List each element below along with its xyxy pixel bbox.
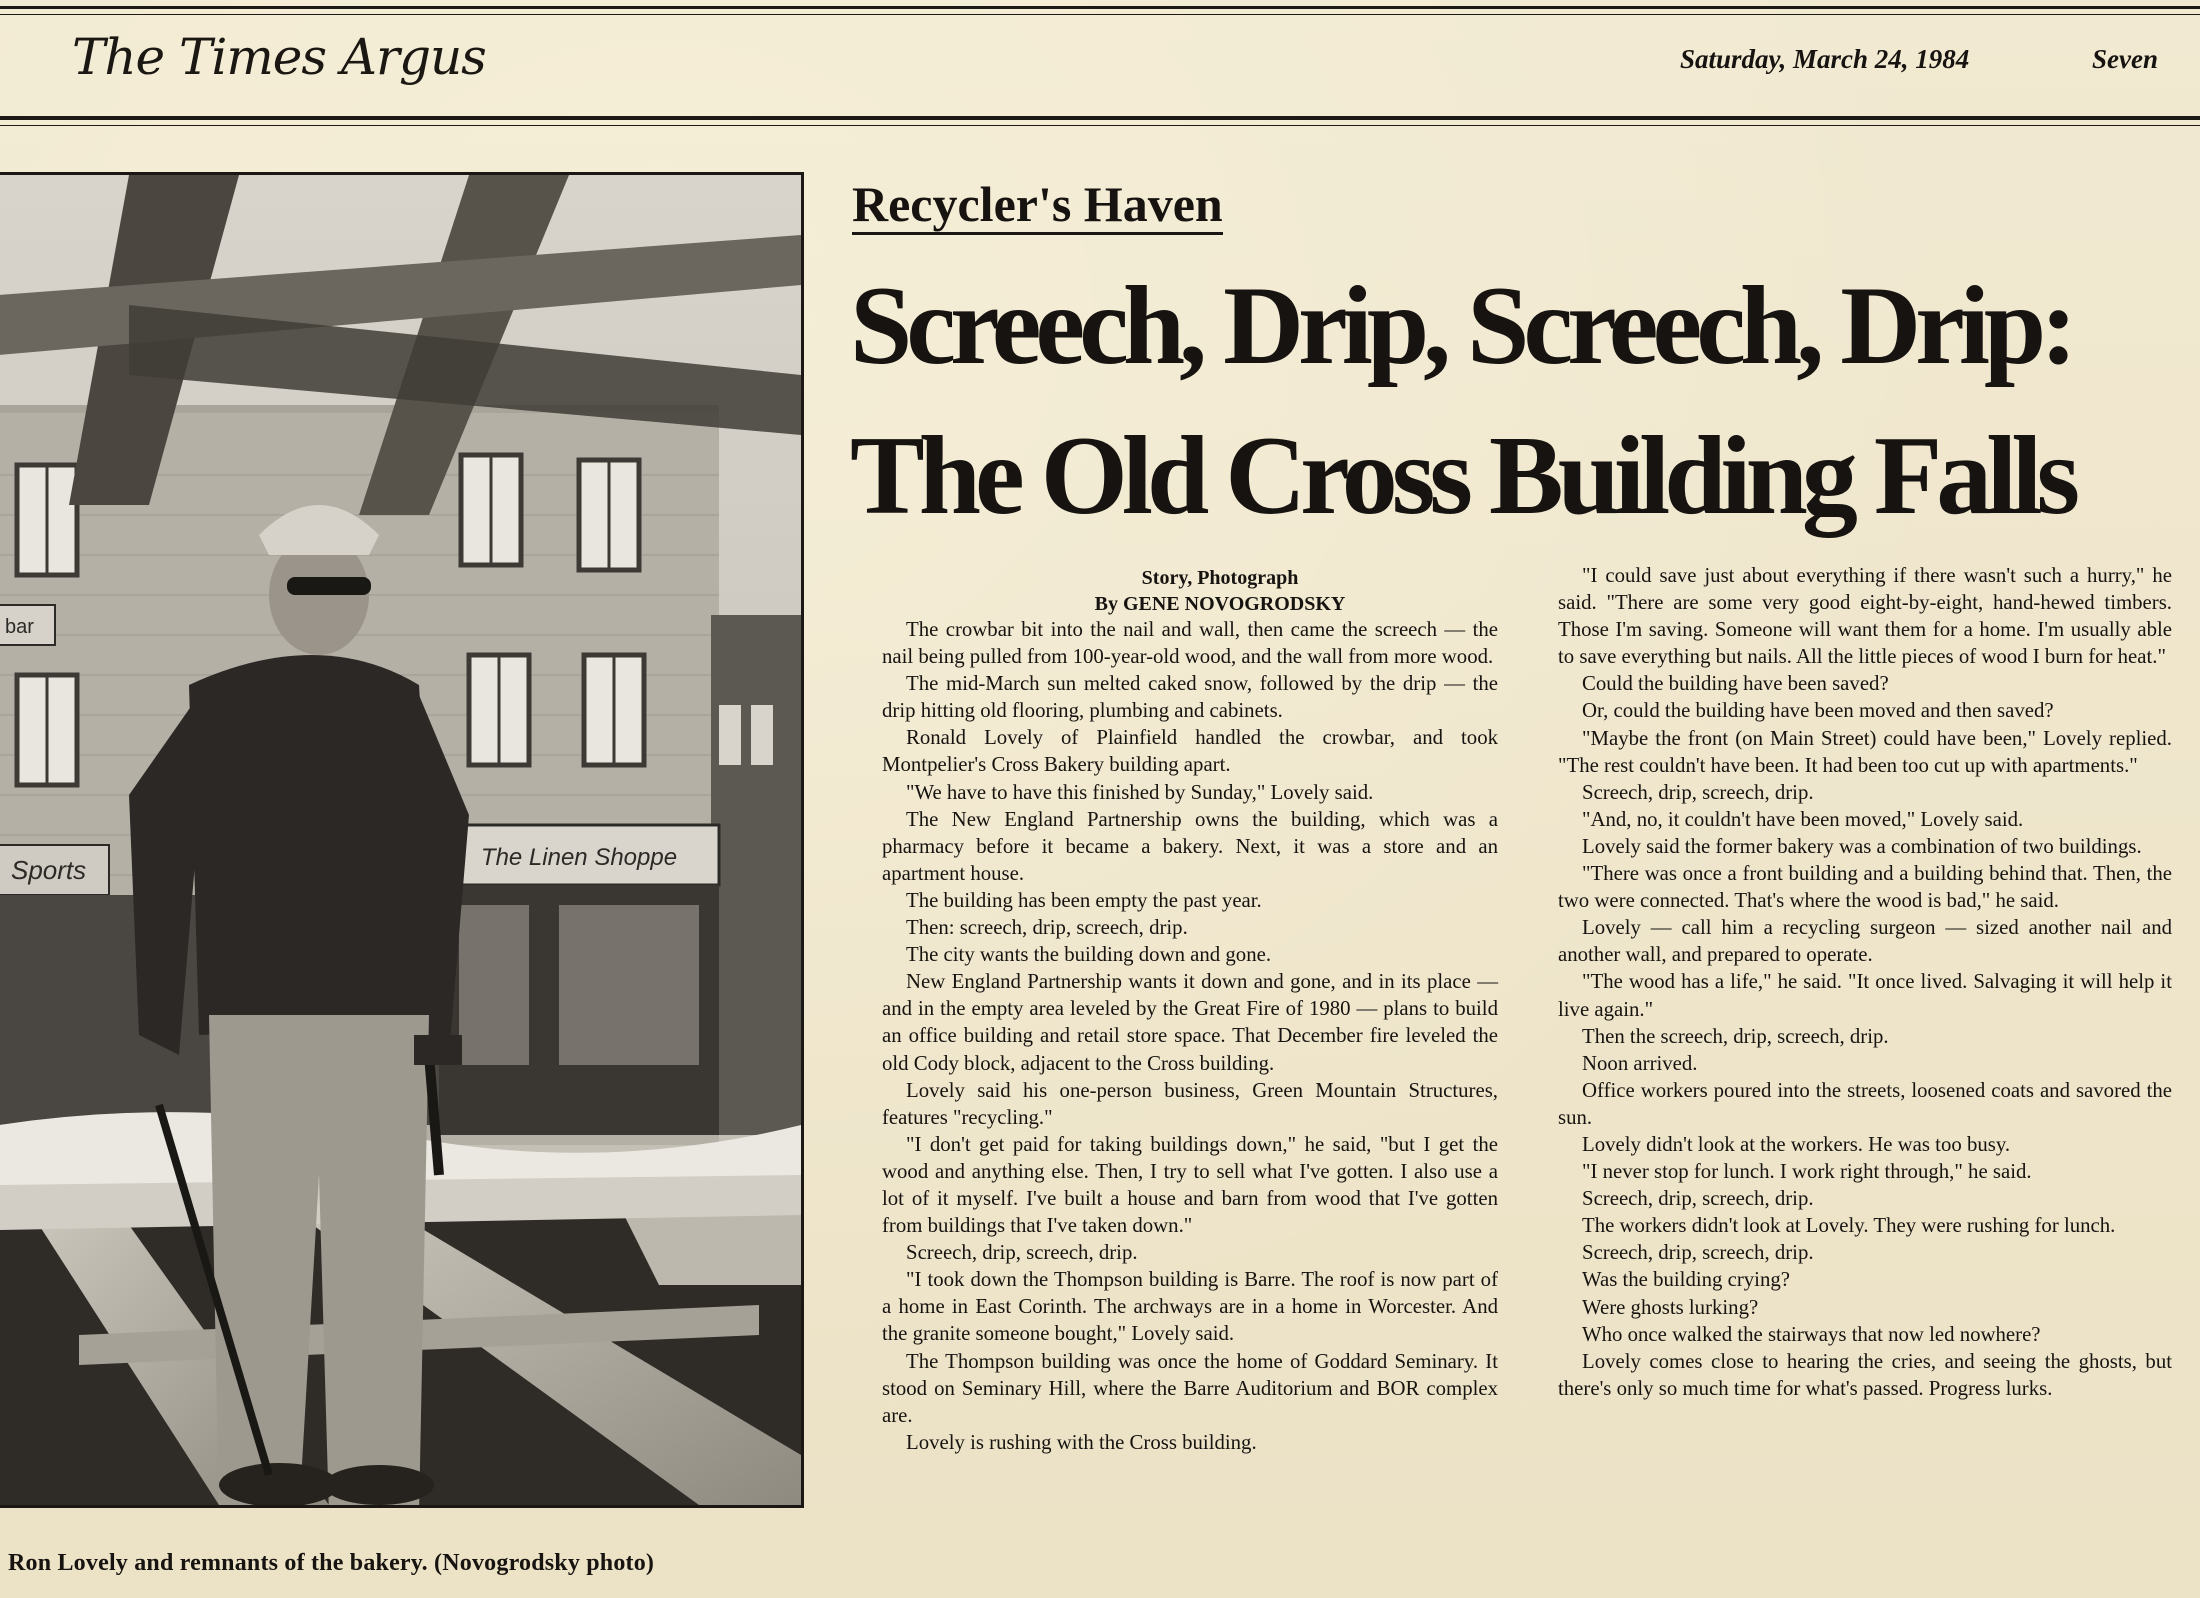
- paragraph: "Maybe the front (on Main Street) could have been," Lovely replied. "The rest couldn't have been. It had been too cut up with apartments.": [1558, 726, 2172, 777]
- top-rule: [0, 6, 2200, 9]
- headline-line-1: Screech, Drip, Screech, Drip:: [850, 264, 2072, 388]
- paragraph: Then the screech, drip, screech, drip.: [1582, 1024, 1889, 1048]
- paragraph: Lovely comes close to hearing the cries, and seeing the ghosts, but there's only so much time for what's passed. Progress lurks.: [1558, 1349, 2172, 1400]
- paragraph: "I never stop for lunch. I work right through," he said.: [1582, 1160, 2032, 1184]
- masthead-rule: [0, 116, 2200, 120]
- page-name: Seven: [2092, 44, 2158, 74]
- headline-line-2: The Old Cross Building Falls: [850, 414, 2075, 538]
- paragraph: "The wood has a life," he said. "It once lived. Salvaging it will help it live again.": [1558, 970, 2172, 1021]
- photo-illustration: [0, 175, 801, 1505]
- paragraph: Or, could the building have been moved and then saved?: [1582, 699, 2054, 723]
- paragraph: New England Partnership wants it down and gone, and in its place — and in the empty area leveled by the Great Fire of 1980 — plans to build an office building and retail store space. That December fire leveled the old Cody block, adjacent to the Cross building.: [882, 970, 1498, 1075]
- paragraph: The mid-March sun melted caked snow, followed by the drip — the drip hitting old flooring, plumbing and cabinets.: [882, 672, 1498, 723]
- paragraph: The workers didn't look at Lovely. They were rushing for lunch.: [1582, 1214, 2116, 1238]
- paragraph: Noon arrived.: [1582, 1051, 1698, 1075]
- byline: [880, 565, 1560, 617]
- paragraph: Lovely said the former bakery was a combination of two buildings.: [1582, 834, 2142, 858]
- story-column-1: [882, 616, 1498, 1456]
- paragraph: Then: screech, drip, screech, drip.: [906, 916, 1188, 940]
- paragraph: The building has been empty the past year.: [906, 888, 1262, 912]
- paragraph: Screech, drip, screech, drip.: [1582, 1187, 1814, 1211]
- paragraph: Who once walked the stairways that now led nowhere?: [1582, 1322, 2041, 1346]
- byline-author: By GENE NOVOGRODSKY: [1094, 593, 1346, 615]
- masthead-rule-thin: [0, 125, 2200, 126]
- top-rule-thin: [0, 14, 2200, 15]
- dateline: Saturday, March 24, 1984: [1680, 44, 1970, 74]
- paragraph: The New England Partnership owns the building, which was a pharmacy before it became a bakery. Next, it was a store and an apartment house.: [882, 807, 1498, 885]
- paragraph: "I could save just about everything if there wasn't such a hurry," he said. "There are some very good eight-by-eight, hand-hewed timbers. Those I'm saving. Someone will want them for a home. I'm usually able to save everything but nails. All the little pieces of wood I burn for heat.": [1558, 564, 2172, 669]
- paragraph: Was the building crying?: [1582, 1268, 1790, 1292]
- paragraph: Screech, drip, screech, drip.: [1582, 1241, 1814, 1265]
- photo-caption: Ron Lovely and remnants of the bakery. (Novogrodsky photo): [8, 1550, 655, 1576]
- masthead: The Times Argus: [72, 28, 486, 86]
- paragraph: "There was once a front building and a building behind that. Then, the two were connected. That's where the wood is bad," he said.: [1558, 862, 2172, 913]
- story-column-2: [1558, 562, 2172, 1402]
- bar-sign: bar: [5, 616, 34, 638]
- byline-credit: Story, Photograph: [1141, 567, 1299, 589]
- kicker: Recycler's Haven: [852, 176, 1223, 235]
- paragraph: "And, no, it couldn't have been moved," Lovely said.: [1582, 807, 2024, 831]
- paragraph: The crowbar bit into the nail and wall, then came the screech — the nail being pulled from 100-year-old wood, and the wall from more wood.: [882, 618, 1498, 669]
- paragraph: Lovely said his one-person business, Green Mountain Structures, features "recycling.": [882, 1078, 1498, 1129]
- paragraph: Lovely is rushing with the Cross building.: [906, 1430, 1257, 1454]
- paragraph: The city wants the building down and gone.: [906, 943, 1272, 967]
- paragraph: Ronald Lovely of Plainfield handled the crowbar, and took Montpelier's Cross Bakery building apart.: [882, 726, 1498, 777]
- paragraph: Lovely — call him a recycling surgeon — sized another nail and another wall, and prepared to operate.: [1558, 916, 2172, 967]
- paragraph: "I took down the Thompson building is Barre. The roof is now part of a home in East Corinth. The archways are in a home in Worcester. And the granite someone bought," Lovely said.: [882, 1268, 1498, 1346]
- sports-sign: Sports: [11, 855, 87, 885]
- paragraph: Could the building have been saved?: [1582, 672, 1889, 696]
- paragraph: The Thompson building was once the home of Goddard Seminary. It stood on Seminary Hill, where the Barre Auditorium and BOR complex are.: [882, 1349, 1498, 1427]
- paragraph: Office workers poured into the streets, loosened coats and savored the sun.: [1558, 1078, 2172, 1129]
- paragraph: Lovely didn't look at the workers. He was too busy.: [1582, 1132, 2011, 1156]
- linen-shoppe-sign: The Linen Shoppe: [480, 844, 678, 871]
- paragraph: Were ghosts lurking?: [1582, 1295, 1759, 1319]
- paragraph: Screech, drip, screech, drip.: [1582, 780, 1814, 804]
- paragraph: Screech, drip, screech, drip.: [906, 1241, 1138, 1265]
- paragraph: "We have to have this finished by Sunday," Lovely said.: [906, 780, 1374, 804]
- photograph: [0, 172, 804, 1508]
- paragraph: "I don't get paid for taking buildings down," he said, "but I get the wood and anything else. Then, I try to sell what I've gotten. I also use a lot of it myself. I've built a house and barn from wood that I've gotten from buildings that I've taken down.": [882, 1132, 1498, 1238]
